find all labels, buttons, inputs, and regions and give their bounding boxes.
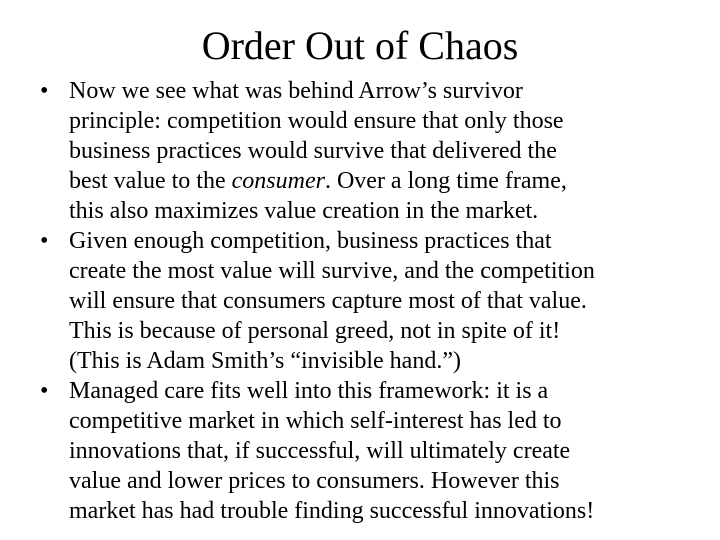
bullet-item <box>0 376 720 526</box>
bullet-line: business practices would survive that delivered the <box>69 138 557 164</box>
bullet-line: will ensure that consumers capture most of that value. <box>69 288 587 314</box>
bullet-line: value and lower prices to consumers. However this <box>69 468 560 494</box>
bullet-line-text: . Over a long time frame, <box>324 168 567 194</box>
slide-title: Order Out of Chaos <box>201 23 519 68</box>
bullet-line: this also maximizes value creation in the market. <box>69 198 539 224</box>
bullet-line: Now we see what was behind Arrow’s survivor <box>69 78 523 104</box>
bullet-line: market has had trouble finding successful innovations! <box>69 498 595 524</box>
bullet-list <box>0 76 720 526</box>
emphasis-text: consumer <box>231 168 325 194</box>
bullet-line: innovations that, if successful, will ultimately create <box>69 438 571 464</box>
bullet-icon: • <box>40 78 49 104</box>
bullet-icon: • <box>40 378 49 404</box>
bullet-item <box>0 226 720 376</box>
bullet-line: This is because of personal greed, not in spite of it! <box>69 318 561 344</box>
bullet-line: (This is Adam Smith’s “invisible hand.”) <box>69 348 461 374</box>
bullet-line <box>69 166 716 196</box>
bullet-line: Given enough competition, business practices that <box>69 228 552 254</box>
bullet-line: create the most value will survive, and the competition <box>69 258 595 284</box>
bullet-line: Managed care fits well into this framework: it is a <box>69 378 549 404</box>
bullet-line: competitive market in which self-interest has led to <box>69 408 562 434</box>
bullet-icon: • <box>40 228 49 254</box>
bullet-line: principle: competition would ensure that only those <box>69 108 564 134</box>
bullet-item <box>0 76 720 226</box>
bullet-line-text: best value to the <box>69 168 232 194</box>
